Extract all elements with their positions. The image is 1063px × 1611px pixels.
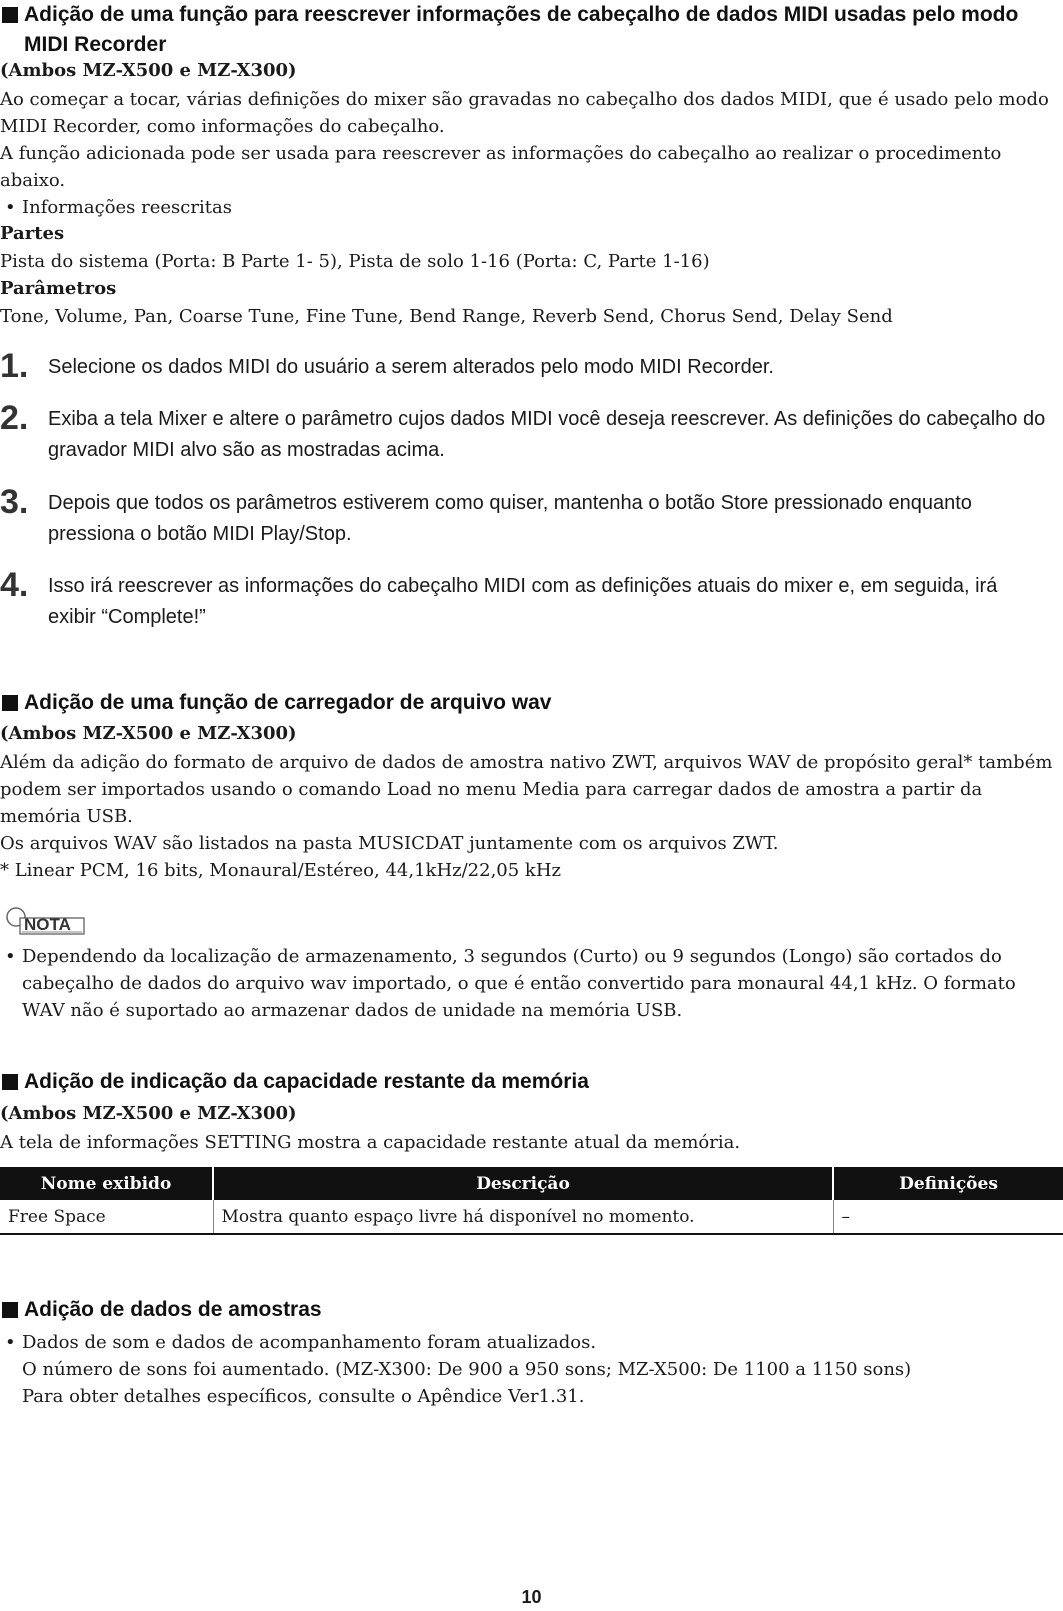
models-note: (Ambos MZ-X500 e MZ-X300) — [0, 1103, 297, 1124]
bullet-line: Para obter detalhes específicos, consulte o Apêndice Ver1.31. — [22, 1386, 585, 1407]
table-cell: Mostra quanto espaço livre há disponível no momento. — [213, 1200, 833, 1234]
paragraph: A função adicionada pode ser usada para reescrever as informações do cabeçalho ao realizar o procedimento abaixo. — [0, 143, 1002, 191]
bullet-dot-icon: • — [5, 197, 16, 218]
nota-bullet — [0, 943, 1050, 1024]
step-text: Isso irá reescrever as informações do cabeçalho MIDI com as definições atuais do mixer e, em seguida, irá exibir “Complete!” — [48, 575, 998, 628]
footnote: * Linear PCM, 16 bits, Monaural/Estéreo, 44,1kHz/22,05 kHz — [0, 860, 562, 881]
step-text: Selecione os dados MIDI do usuário a serem alterados pelo modo MIDI Recorder. — [48, 356, 774, 378]
bullet-text: Informações reescritas — [22, 197, 232, 218]
step-3 — [0, 483, 1050, 550]
settings-info-table — [0, 1167, 1063, 1235]
parts-label: Partes — [0, 223, 65, 244]
step-4 — [0, 566, 1050, 633]
nota-text: Dependendo da localização de armazenamento, 3 segundos (Curto) ou 9 segundos (Longo) são cortados do cabeçalho de dados do arquivo wav importado, o que é então convertido para monaural 44,1 kHz. O formato WAV não é suportado ao armazenar dados de unidade na memória USB. — [22, 946, 1016, 1021]
heading-text: Adição de uma função para reescrever informações de cabeçalho de dados MIDI usadas pelo modo MIDI Recorder — [24, 3, 1019, 56]
square-bullet-icon — [2, 1302, 18, 1318]
square-bullet-icon — [2, 1074, 18, 1090]
models-note: (Ambos MZ-X500 e MZ-X300) — [0, 60, 297, 81]
square-bullet-icon — [2, 7, 18, 23]
table-header-cell: Descrição — [213, 1167, 833, 1200]
table-row — [0, 1200, 1063, 1234]
table-header-cell: Definições — [833, 1167, 1063, 1200]
step-number: 3. — [0, 483, 29, 521]
step-number: 4. — [0, 566, 29, 604]
square-bullet-icon — [2, 695, 18, 711]
step-1 — [0, 347, 1050, 385]
bullet-item — [0, 194, 1050, 221]
table-cell: – — [833, 1200, 1063, 1234]
nota-label: NOTA — [24, 915, 71, 934]
models-note: (Ambos MZ-X500 e MZ-X300) — [0, 723, 297, 744]
section-heading-midi-header — [0, 0, 1040, 60]
table-header-cell: Nome exibido — [0, 1167, 213, 1200]
paragraph: Os arquivos WAV são listados na pasta MUSICDAT juntamente com os arquivos ZWT. — [0, 833, 779, 854]
bullet-item — [0, 1329, 1050, 1410]
step-text: Exiba a tela Mixer e altere o parâmetro cujos dados MIDI você deseja reescrever. As definições do cabeçalho do gravador MIDI alvo são as mostradas acima. — [48, 408, 1046, 461]
paragraph: Ao começar a tocar, várias definições do mixer são gravadas no cabeçalho dos dados MIDI, que é usado pelo modo MIDI Recorder, como informações do cabeçalho. — [0, 89, 1049, 137]
section-heading-sample-data — [0, 1295, 1040, 1325]
nota-badge — [2, 905, 86, 935]
parts-text: Pista do sistema (Porta: B Parte 1- 5), Pista de solo 1-16 (Porta: C, Parte 1-16) — [0, 251, 710, 272]
heading-text: Adição de uma função de carregador de arquivo wav — [24, 691, 552, 714]
table-cell: Free Space — [0, 1200, 213, 1234]
bullet-dot-icon: • — [5, 946, 16, 967]
bullet-line: Dados de som e dados de acompanhamento foram atualizados. — [22, 1332, 597, 1353]
parameters-text: Tone, Volume, Pan, Coarse Tune, Fine Tune, Bend Range, Reverb Send, Chorus Send, Delay Send — [0, 306, 893, 327]
heading-text: Adição de dados de amostras — [24, 1298, 322, 1321]
page-number: 10 — [521, 1587, 542, 1607]
step-2 — [0, 399, 1050, 466]
step-number: 1. — [0, 347, 29, 385]
heading-text: Adição de indicação da capacidade restante da memória — [24, 1070, 589, 1093]
section-heading-memory-capacity — [0, 1067, 1040, 1097]
bullet-dot-icon: • — [5, 1332, 16, 1353]
parameters-label: Parâmetros — [0, 278, 117, 299]
table-header-row — [0, 1167, 1063, 1200]
bullet-line: O número de sons foi aumentado. (MZ-X300: De 900 a 950 sons; MZ-X500: De 1100 a 1150 sons) — [22, 1359, 912, 1380]
step-number: 2. — [0, 399, 29, 437]
paragraph: A tela de informações SETTING mostra a capacidade restante atual da memória. — [0, 1132, 741, 1153]
section-heading-wav-loader — [0, 688, 1040, 718]
paragraph: Além da adição do formato de arquivo de dados de amostra nativo ZWT, arquivos WAV de propósito geral* também podem ser importados usando o comando Load no menu Media para carregar dados de amostra a partir da memória USB. — [0, 752, 1053, 827]
step-text: Depois que todos os parâmetros estiverem como quiser, mantenha o botão Store pressionado enquanto pressiona o botão MIDI Play/Stop. — [48, 492, 972, 545]
